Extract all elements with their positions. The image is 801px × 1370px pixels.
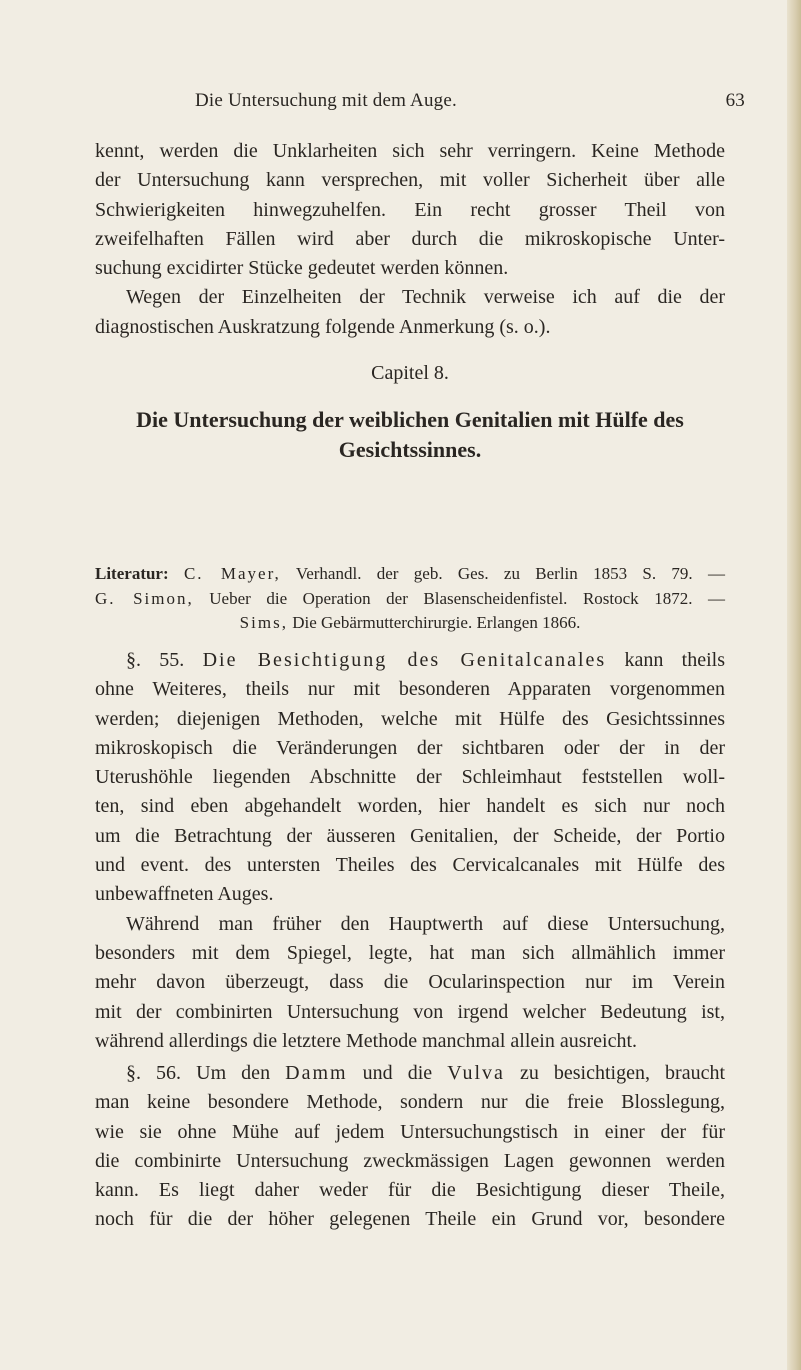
literature-text: Die Gebärmutterchirurgie. Erlangen 1866. bbox=[292, 613, 581, 633]
running-head bbox=[95, 90, 745, 120]
text-line: besonders mit dem Spiegel, legte, hat man sich allmählich immer bbox=[95, 941, 725, 964]
text-line bbox=[95, 1059, 725, 1088]
section-text: und die bbox=[362, 1062, 433, 1084]
text-line: und event. des untersten Theiles des Cervicalcanales mit Hülfe des bbox=[95, 854, 725, 877]
text-line: um die Betrachtung der äusseren Genitalien, der Scheide, der Portio bbox=[95, 824, 725, 847]
text-line: während allerdings die letztere Methode manchmal allein ausreicht. bbox=[95, 1029, 638, 1052]
section-text: zu besichtigen, braucht bbox=[519, 1062, 726, 1084]
literature-text: Ueber die Operation der Blasenscheidenfistel. Rostock 1872. — bbox=[209, 588, 726, 608]
text-line: wie sie ohne Mühe auf jedem Untersuchungstisch in einer der für bbox=[95, 1120, 725, 1143]
text-line: die combinirte Untersuchung zweckmässigen Lagen gewonnen werden bbox=[95, 1149, 725, 1172]
text-line: kennt, werden die Unklarheiten sich sehr verringern. Keine Methode bbox=[95, 140, 725, 162]
text-line: der Untersuchung kann versprechen, mit voller Sicherheit über alle bbox=[95, 169, 725, 192]
literature-author: C. Mayer, bbox=[183, 564, 281, 583]
text-line: suchung excidirter Stücke gedeutet werden können. bbox=[95, 257, 509, 280]
section-number: §. 56. bbox=[126, 1062, 182, 1084]
text-line: noch für die der höher gelegenen Theile ein Grund vor, besondere bbox=[95, 1208, 725, 1231]
text-line: Schwierigkeiten hinwegzuhelfen. Ein recht grosser Theil von bbox=[95, 198, 725, 221]
text-line: Wegen der Einzelheiten der Technik verweise ich auf die der bbox=[126, 286, 725, 309]
literature-label: Literatur: bbox=[95, 564, 169, 583]
section-term: Damm bbox=[285, 1062, 348, 1084]
text-line: ten, sind eben abgehandelt worden, hier handelt es sich nur noch bbox=[95, 795, 725, 818]
text-line: Während man früher den Hauptwerth auf diese Untersuchung, bbox=[126, 912, 725, 935]
text-line: man keine besondere Methode, sondern nur die freie Blosslegung, bbox=[95, 1091, 725, 1114]
text-line: unbewaffneten Auges. bbox=[95, 883, 274, 906]
text-line: mit der combinirten Untersuchung von irgend welcher Bedeutung ist, bbox=[95, 1000, 725, 1023]
literature-author: G. Simon, bbox=[95, 588, 194, 608]
section-heading: Die Besichtigung des Genitalcanales bbox=[202, 649, 607, 671]
text-line: kann. Es liegt daher weder für die Besichtigung dieser Theile, bbox=[95, 1179, 725, 1202]
literature-block bbox=[95, 562, 725, 636]
section-text: kann theils bbox=[624, 649, 725, 671]
chapter-title-line: Die Untersuchung der weiblichen Genitalien mit Hülfe des bbox=[136, 407, 684, 432]
section-number: §. 55. bbox=[126, 649, 185, 671]
section-55 bbox=[95, 646, 725, 1056]
literature-line bbox=[95, 587, 725, 612]
literature-text: Verhandl. der geb. Ges. zu Berlin 1853 S. 79. — bbox=[295, 564, 725, 583]
literature-line bbox=[95, 611, 725, 636]
literature-author: Sims, bbox=[239, 613, 288, 633]
running-head-title: Die Untersuchung mit dem Auge. bbox=[195, 90, 457, 111]
text-line: mikroskopisch die Veränderungen der sichtbaren oder der in der bbox=[95, 736, 725, 759]
text-line: werden; diejenigen Methoden, welche mit Hülfe des Gesichtssinnes bbox=[95, 707, 725, 730]
text-line: Uterushöhle liegenden Abschnitte der Schleimhaut feststellen woll- bbox=[95, 766, 725, 789]
section-term: Vulva bbox=[447, 1062, 505, 1084]
page-number: 63 bbox=[725, 90, 745, 111]
section-text: Um den bbox=[196, 1062, 271, 1084]
text-line: diagnostischen Auskratzung folgende Anmerkung (s. o.). bbox=[95, 315, 551, 338]
page-edge bbox=[787, 0, 801, 1370]
literature-line bbox=[95, 562, 725, 587]
text-line: mehr davon überzeugt, dass die Ocularinspection nur im Verein bbox=[95, 971, 725, 994]
chapter-title-line: Gesichtssinnes. bbox=[338, 437, 482, 462]
text-line: zweifelhaften Fällen wird aber durch die mikroskopische Unter- bbox=[95, 227, 725, 250]
text-line bbox=[95, 646, 725, 675]
section-56 bbox=[95, 1059, 725, 1235]
intro-paragraph bbox=[95, 137, 725, 342]
chapter-title bbox=[95, 405, 725, 465]
text-line: ohne Weiteres, theils nur mit besonderen Apparaten vorgenommen bbox=[95, 678, 725, 701]
chapter-label: Capitel 8. bbox=[371, 362, 449, 384]
